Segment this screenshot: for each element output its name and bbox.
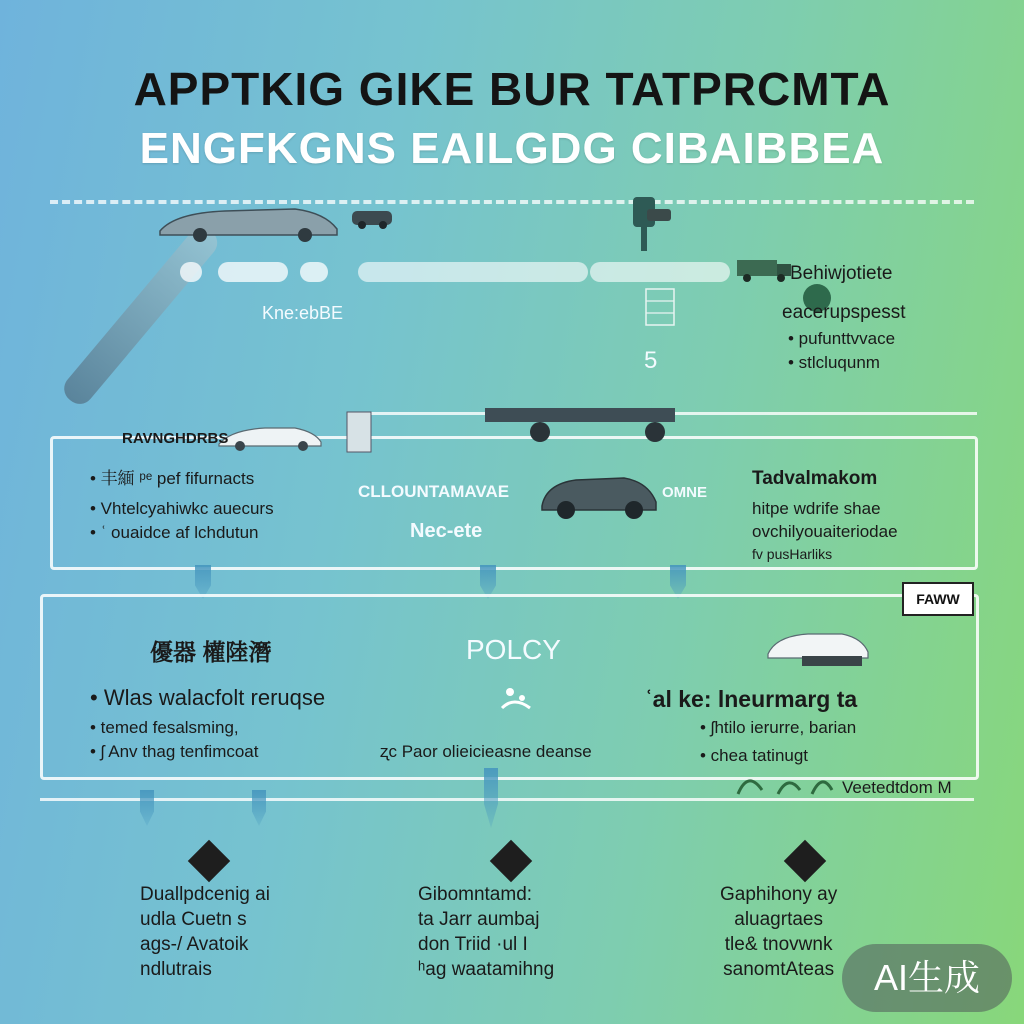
diamond-marker bbox=[490, 840, 532, 882]
middle-center-sub: Nec-ete bbox=[410, 520, 483, 542]
bottom-col-2 bbox=[418, 882, 554, 982]
middle-right-item-1: hitpe wdrife shae bbox=[752, 499, 881, 518]
top-right-item-2: • stlcluqunm bbox=[788, 353, 880, 372]
bottom-pin bbox=[140, 790, 154, 826]
station-icon bbox=[640, 285, 680, 330]
middle-left-heading: RAVNGHDRBS bbox=[122, 430, 229, 447]
policy-center-title: POLCY bbox=[466, 634, 561, 665]
bottom-col-3-line: Gaphihony ay bbox=[720, 884, 838, 905]
bottom-col-2-line: Gibomntamd: bbox=[418, 884, 533, 905]
policy-left-heading: 優器 權陸潛 bbox=[150, 639, 272, 665]
top-right-item-1: • pufunttvvace bbox=[788, 329, 896, 348]
building-icon bbox=[345, 410, 375, 455]
top-right-sub: eacerupspesst bbox=[782, 302, 906, 323]
middle-right-item-2: ovchilyouaiteriodae bbox=[752, 522, 898, 541]
bottom-pin bbox=[252, 790, 266, 826]
sports-car-icon bbox=[155, 203, 340, 243]
bottom-col-3-line: sanomtAteas bbox=[723, 959, 835, 980]
policy-box-bottom-line bbox=[40, 798, 974, 801]
middle-left-item-1: • 丰緬 ᵖᵉ pef fifurnacts bbox=[90, 469, 255, 488]
middle-center-label-2: OMNE bbox=[662, 484, 707, 501]
policy-tag: FAWW bbox=[902, 582, 974, 616]
bottom-col-1-line: ags-/ Avatoik bbox=[140, 934, 249, 955]
bottom-col-3-line: tle& tnovwnk bbox=[724, 934, 833, 955]
middle-left-car-icon bbox=[215, 422, 325, 452]
ai-generated-badge: AI生成 bbox=[842, 944, 1012, 1012]
policy-left-item-3: • ʃ Anv thag tenfimcoat bbox=[90, 742, 259, 761]
policy-right-item-2: • chea tatinugt bbox=[700, 746, 809, 765]
truck-icon bbox=[735, 254, 795, 284]
middle-left-item-3: • ʿ ouaidce af lchdutun bbox=[90, 523, 259, 542]
plant-icon bbox=[728, 764, 838, 798]
title-line-1: APPTKIG GIKE BUR TATPRCMTA bbox=[133, 63, 891, 115]
policy-right-footer: Veetedtdom M bbox=[842, 778, 952, 797]
top-left-label: Kne:ebBE bbox=[262, 303, 344, 323]
policy-right-item-1: • ʃhtilo ierurre, barian bbox=[700, 718, 857, 737]
top-right-heading: Behiwjotiete bbox=[790, 263, 893, 284]
title-line-2: ENGFKGNS EAILGDG CIBAIBBEA bbox=[139, 124, 885, 173]
bottom-col-2-line: ta Jarr aumbaj bbox=[418, 909, 540, 930]
bottom-col-1-line: udla Cuetn s bbox=[140, 909, 247, 930]
middle-center-label: CLLOUNTAMAVAE bbox=[358, 482, 510, 501]
policy-right-car-icon bbox=[762, 626, 872, 670]
policy-left-item-1: • Wlas walacfolt reruqse bbox=[90, 685, 326, 710]
diagonal-connector bbox=[59, 222, 223, 410]
policy-leaf-icon bbox=[494, 678, 538, 722]
bottom-col-1 bbox=[140, 882, 270, 982]
top-center-mark: 5 bbox=[644, 347, 658, 374]
policy-center-sub: ʐc Paor olieicieasne deanse bbox=[380, 742, 592, 761]
truck-flatbed-icon bbox=[465, 400, 695, 445]
pill-progress-row-2 bbox=[590, 262, 740, 284]
bottom-col-1-line: Duallpdcenig ai bbox=[140, 884, 270, 905]
diamond-marker bbox=[188, 840, 230, 882]
middle-right-heading: Tadvalmakom bbox=[752, 468, 878, 489]
bottom-col-1-line: ndlutrais bbox=[140, 959, 212, 980]
middle-left-item-2: • Vhtelcyahiwkc auecurs bbox=[90, 499, 274, 518]
diamond-marker bbox=[784, 840, 826, 882]
bottom-col-3 bbox=[720, 882, 837, 982]
policy-left-item-2: • temed fesalsming, bbox=[90, 718, 239, 737]
bottom-col-2-line: don Triid ·ul I bbox=[418, 934, 528, 955]
middle-right-item-3: fv pusHarliks bbox=[752, 546, 833, 562]
charger-icon bbox=[625, 195, 675, 255]
bottom-col-3-line: aluagrtaes bbox=[734, 909, 823, 930]
bottom-col-2-line: ʰag waatamihng bbox=[418, 959, 555, 980]
bottom-pin bbox=[484, 768, 498, 828]
pill-progress-row bbox=[170, 262, 590, 284]
suv-icon bbox=[536, 466, 661, 524]
policy-right-heading: ʿal ke: lneurmarg ta bbox=[645, 686, 858, 712]
small-car-icon bbox=[350, 205, 395, 230]
